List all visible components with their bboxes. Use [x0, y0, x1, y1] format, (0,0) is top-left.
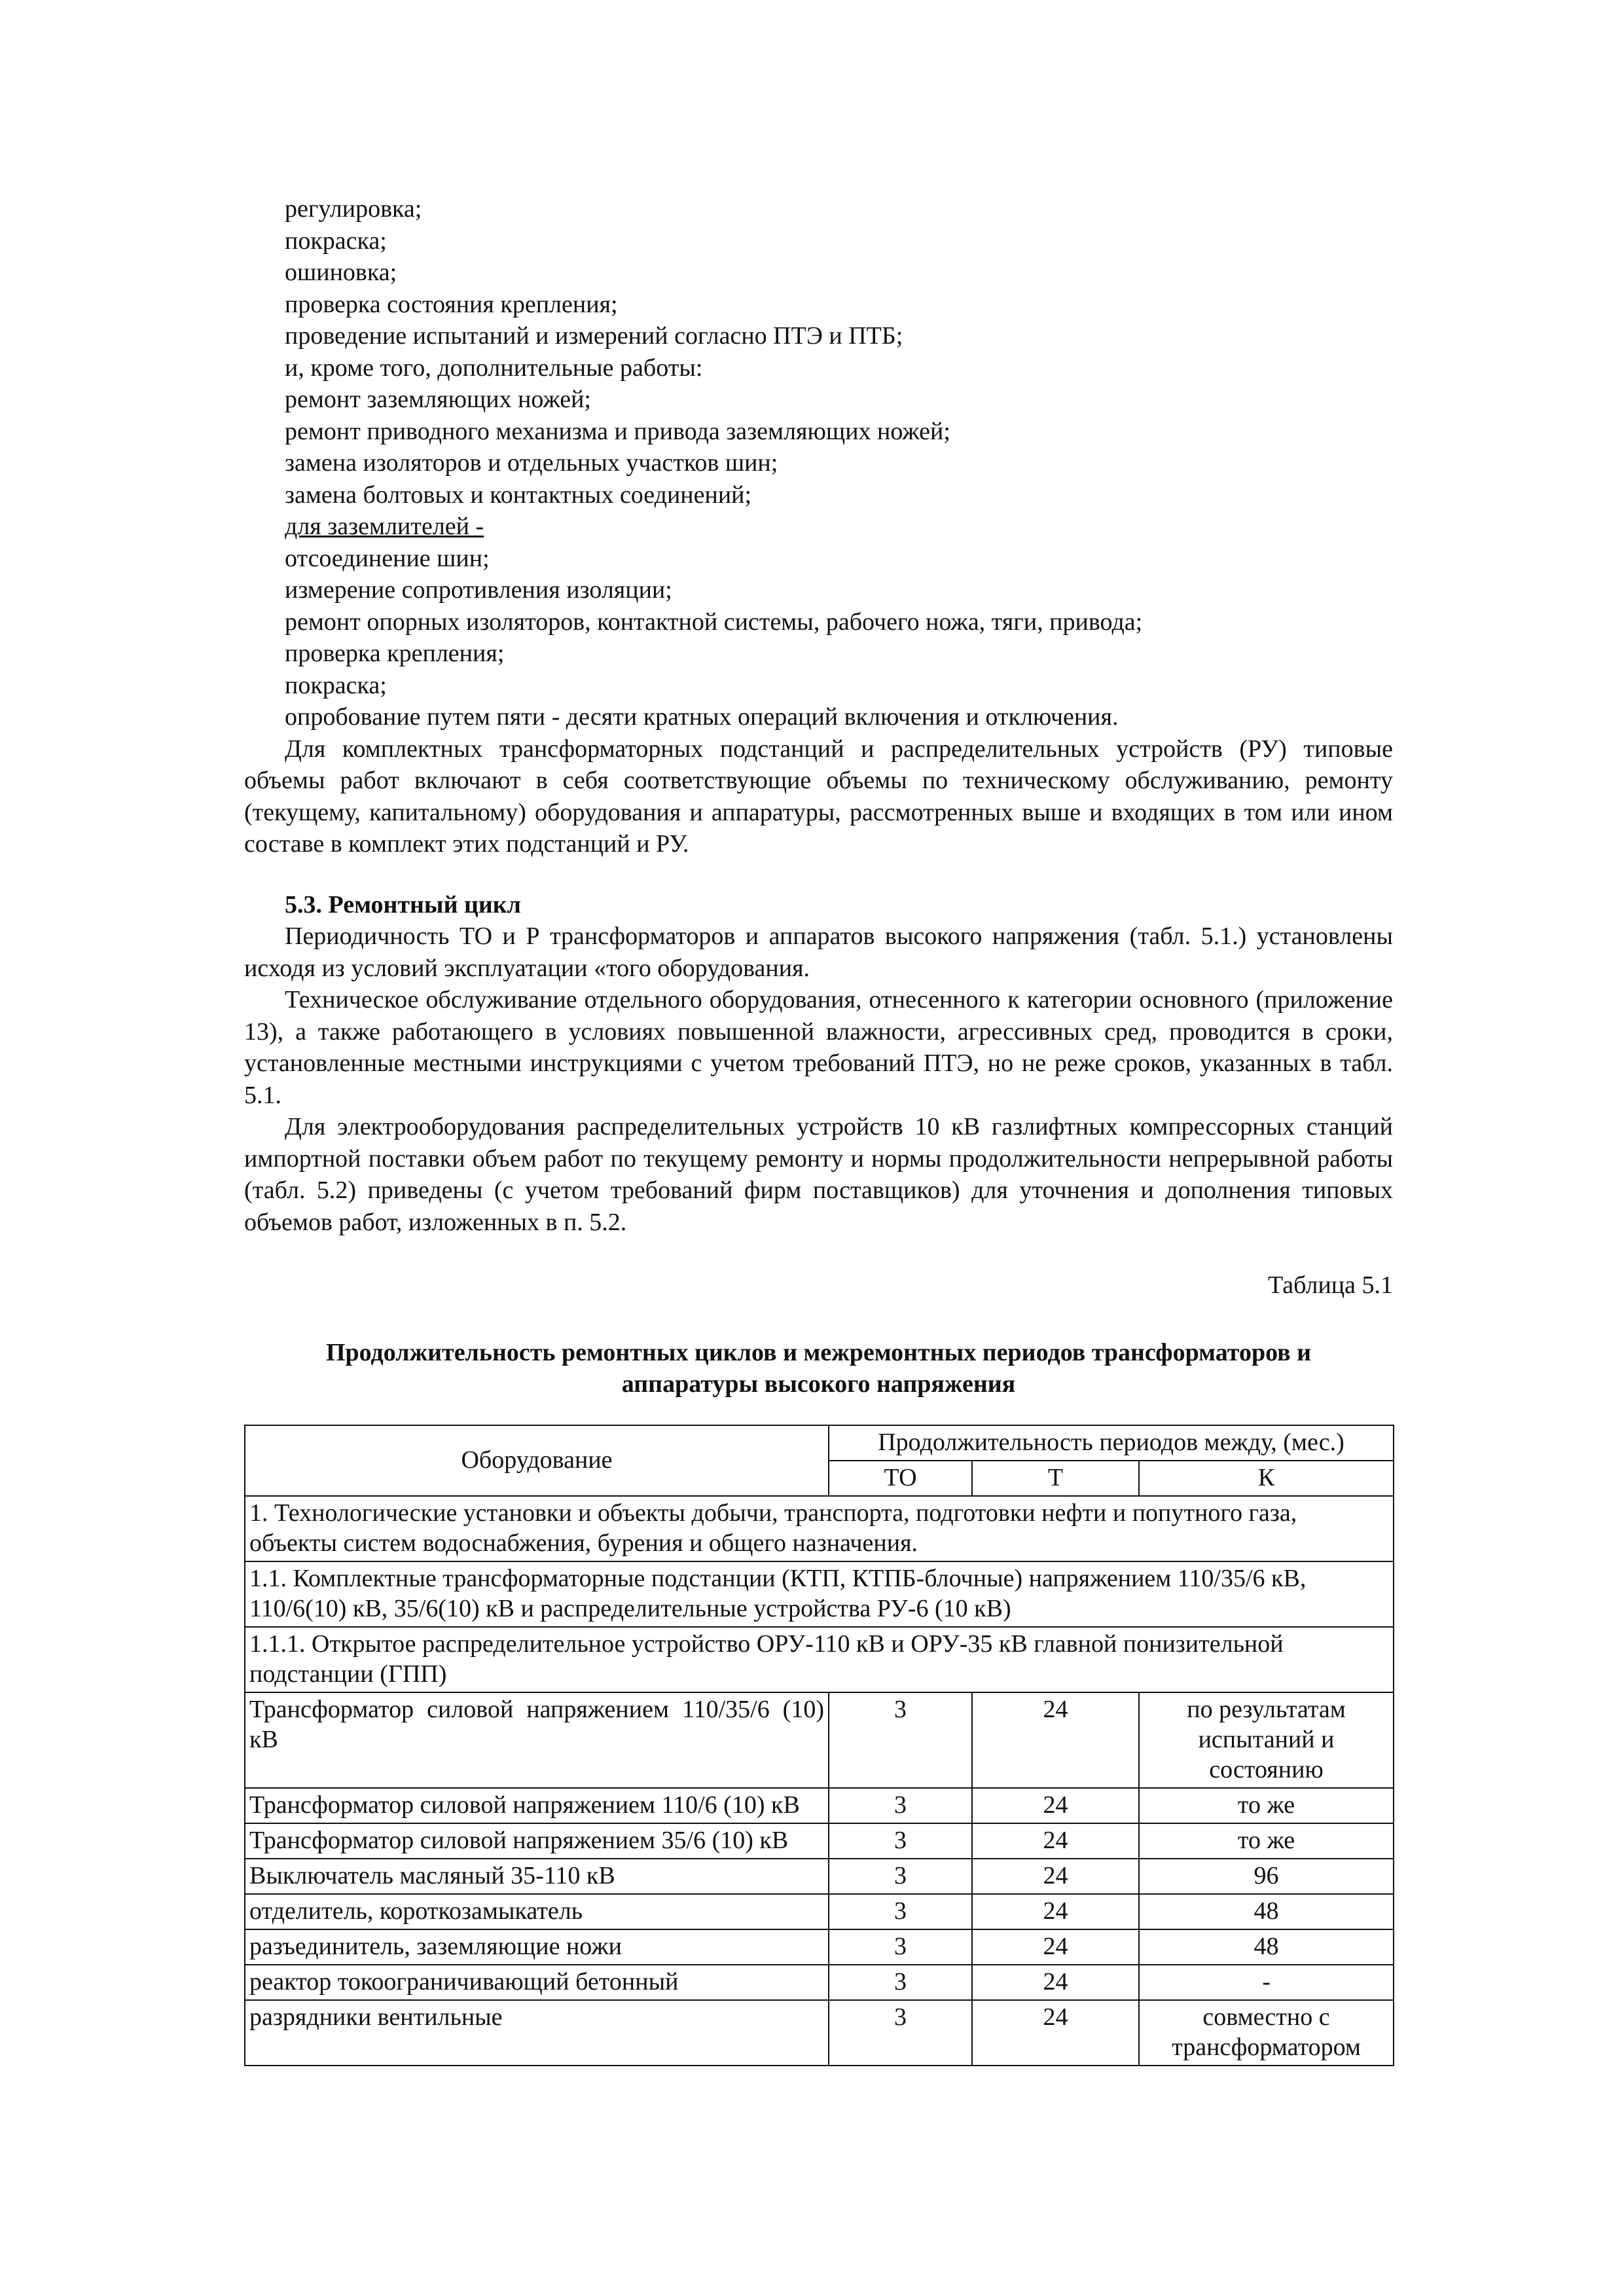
cell-t: 24	[972, 2000, 1139, 2066]
list-item: ремонт приводного механизма и привода заземляющих ножей;	[285, 417, 950, 445]
table-label: Таблица 5.1	[1267, 1271, 1393, 1299]
table-group-row	[245, 1627, 1394, 1692]
cell-equipment: Выключатель масляный 35-110 кВ	[245, 1859, 829, 1894]
cell-k: 48	[1139, 1929, 1394, 1965]
cell-to: 3	[829, 1894, 972, 1929]
list-item: покраска;	[285, 227, 387, 255]
cell-k: совместно с трансформатором	[1139, 2000, 1394, 2066]
list-item: замена болтовых и контактных соединений;	[285, 481, 752, 509]
list-item: ошиновка;	[285, 259, 397, 286]
grounding-subheading-text: для заземлителей -	[285, 513, 484, 540]
cell-equipment: Трансформатор силовой напряжением 35/6 (10) кВ	[245, 1823, 829, 1859]
cell-k: то же	[1139, 1823, 1394, 1859]
paragraph-ru: Для комплектных трансформаторных подстанций и распределительных устройств (РУ) типовые объемы работ включают в себя соответствующие объемы по техническому обслуживанию, ремонту (текущему, капитальному) оборудования и аппаратуры, рассмотренных выше и входящих в том или ином составе в комплект этих подстанций и РУ.	[244, 735, 1393, 858]
list-item: ремонт заземляющих ножей;	[285, 386, 591, 413]
header-t: Т	[972, 1461, 1139, 1496]
page-content	[244, 193, 1393, 2066]
cell-k: 48	[1139, 1894, 1394, 1929]
list-item: проверка крепления;	[285, 640, 505, 667]
cell-equipment: разъединитель, заземляющие ножи	[245, 1929, 829, 1965]
list-item: и, кроме того, дополнительные работы:	[285, 354, 703, 382]
cell-to: 3	[829, 1929, 972, 1965]
cell-k: по результатам испытаний и состоянию	[1139, 1692, 1394, 1788]
cell-k: 96	[1139, 1859, 1394, 1894]
cell-t: 24	[972, 1929, 1139, 1965]
paragraph: Для электрооборудования распределительных устройств 10 кВ газлифтных компрессорных станций импортной поставки объем работ по текущему ремонту и нормы продолжительности непрерывной работы (табл. 5.2) приведены (с учетом требований фирм поставщиков) для уточнения и дополнения типовых объемов работ, изложенных в п. 5.2.	[244, 1113, 1393, 1236]
cell-to: 3	[829, 1823, 972, 1859]
cell-to: 3	[829, 1692, 972, 1788]
table-row	[245, 1788, 1394, 1823]
cell-to: 3	[829, 2000, 972, 2066]
table-row	[245, 1823, 1394, 1859]
cell-equipment: Трансформатор силовой напряжением 110/35/6 (10) кВ	[245, 1692, 829, 1788]
cell-equipment: Трансформатор силовой напряжением 110/6 (10) кВ	[245, 1788, 829, 1823]
cell-k: -	[1139, 1965, 1394, 2000]
list-item: проверка состояния крепления;	[285, 290, 618, 318]
cell-equipment: реактор токоограничивающий бетонный	[245, 1965, 829, 2000]
table-row	[245, 1692, 1394, 1788]
header-k: К	[1139, 1461, 1394, 1496]
cell-t: 24	[972, 1823, 1139, 1859]
group-label: 1. Технологические установки и объекты добычи, транспорта, подготовки нефти и попутного газа, объекты систем водоснабжения, бурения и общего назначения.	[245, 1496, 1394, 1561]
header-to: ТО	[829, 1461, 972, 1496]
cell-to: 3	[829, 1965, 972, 2000]
cell-to: 3	[829, 1788, 972, 1823]
table-title	[244, 1337, 1393, 1400]
table-header-row	[245, 1425, 1394, 1461]
table-title-line: Продолжительность ремонтных циклов и межремонтных периодов трансформаторов и	[325, 1338, 1312, 1366]
list-item: отсоединение шин;	[285, 544, 490, 572]
table-row	[245, 1859, 1394, 1894]
list-item: проведение испытаний и измерений согласно ПТЭ и ПТБ;	[285, 322, 903, 350]
cell-equipment: разрядники вентильные	[245, 2000, 829, 2066]
table-row	[245, 1965, 1394, 2000]
group-label: 1.1.1. Открытое распределительное устройство ОРУ-110 кВ и ОРУ-35 кВ главной понизительной подстанции (ГПП)	[245, 1627, 1394, 1692]
cell-to: 3	[829, 1859, 972, 1894]
table-row	[245, 1929, 1394, 1965]
list-item: измерение сопротивления изоляции;	[285, 576, 672, 604]
cell-t: 24	[972, 1692, 1139, 1788]
cell-t: 24	[972, 1859, 1139, 1894]
cell-t: 24	[972, 1965, 1139, 2000]
table-group-row	[245, 1561, 1394, 1627]
list-item: регулировка;	[285, 195, 422, 223]
paragraph: Периодичность ТО и Р трансформаторов и аппаратов высокого напряжения (табл. 5.1.) установлены исходя из условий эксплуатации «того оборудования.	[244, 922, 1393, 982]
list-item: замена изоляторов и отдельных участков шин;	[285, 449, 778, 477]
table-title-line: аппаратуры высокого напряжения	[621, 1370, 1016, 1398]
work-list-grounding	[244, 543, 1393, 733]
paragraph: Техническое обслуживание отдельного оборудования, отнесенного к категории основного (приложение 13), а также работающего в условиях повышенной влажности, агрессивных сред, проводится в сроки, установленные местными инструкциями с учетом требований ПТЭ, но не реже сроков, указанных в табл. 5.1.	[244, 986, 1393, 1109]
maintenance-periods-table	[244, 1425, 1394, 2066]
table-row	[245, 2000, 1394, 2066]
cell-k: то же	[1139, 1788, 1394, 1823]
cell-t: 24	[972, 1788, 1139, 1823]
table-row	[245, 1894, 1394, 1929]
section-heading: 5.3. Ремонтный цикл	[285, 890, 521, 919]
table-group-row	[245, 1496, 1394, 1561]
cell-equipment: отделитель, короткозамыкатель	[245, 1894, 829, 1929]
list-item: покраска;	[285, 671, 387, 699]
work-list-top	[244, 193, 1393, 511]
header-equipment: Оборудование	[245, 1425, 829, 1496]
cell-t: 24	[972, 1894, 1139, 1929]
grounding-subheading	[244, 511, 1393, 543]
list-item: опробование путем пяти - десяти кратных операций включения и отключения.	[285, 703, 1119, 731]
group-label: 1.1. Комплектные трансформаторные подстанции (КТП, КТПБ-блочные) напряжением 110/35/6 кВ, 110/6(10) кВ, 35/6(10) кВ и распределительные устройства РУ-6 (10 кВ)	[245, 1561, 1394, 1627]
header-period: Продолжительность периодов между, (мес.)	[829, 1425, 1394, 1461]
list-item: ремонт опорных изоляторов, контактной системы, рабочего ножа, тяги, привода;	[285, 608, 1143, 636]
